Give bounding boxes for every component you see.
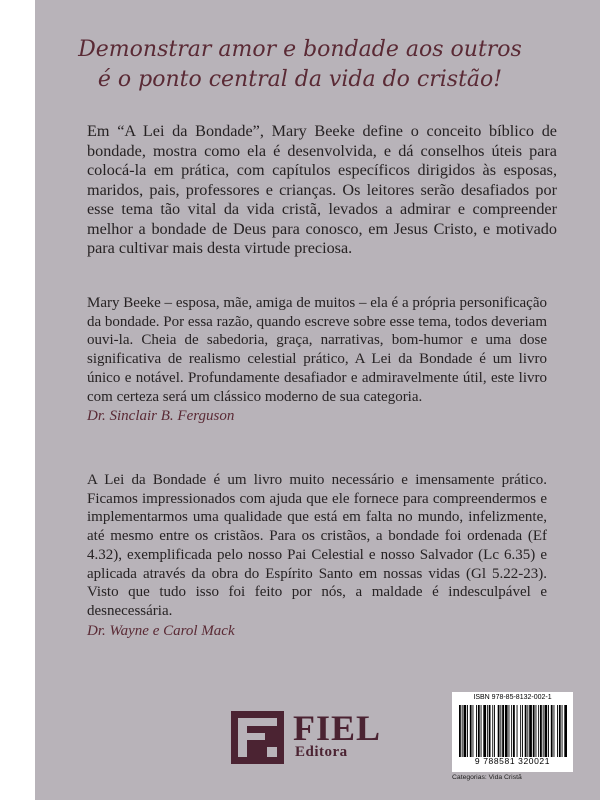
tagline-line-2: é o ponto central da vida do cristão!	[97, 67, 503, 92]
barcode-digits: 9 788581 320021	[474, 756, 551, 766]
endorsement-1	[87, 294, 547, 426]
endorsement-2	[87, 471, 547, 640]
publisher-name: FIEL	[293, 708, 382, 748]
tagline-line-1: Demonstrar amor e bondade aos outros	[78, 37, 522, 62]
page-margin	[0, 0, 35, 800]
category-label: Categorias: Vida Cristã	[452, 774, 522, 781]
endorsement-author: Dr. Wayne e Carol Mack	[87, 622, 235, 639]
fiel-logo-icon	[231, 711, 284, 764]
barcode	[452, 692, 573, 772]
endorsement-text: Mary Beeke – esposa, mãe, amiga de muitos – ela é a própria personificação da bondade. Por essa razão, quando escreve sobre esse tema, todos deveriam ouvi-la. Cheia de sabedoria, graça, narrativas, bom-humor e uma dose significativa de realismo celestial prático, A Lei da Bondade é um livro único e notável. Profundamente desafiador e admiravelmente útil, este livro com certeza será um clássico moderno de sua categoria.	[87, 295, 547, 405]
isbn-label: ISBN 978-85-8132-002-1	[473, 694, 552, 701]
endorsement-text: A Lei da Bondade é um livro muito necessário e imensamente prático. Ficamos impressionados com ajuda que ele fornece para compreendermos e implementarmos uma qualidade que está em falta no mundo, infelizmente, até mesmo entre os cristãos. Para os cristãos, a bondade foi ordenada (Ef 4.32), exemplificada pelo nosso Pai Celestial e nosso Salvador (Lc 6.35) e aplicada através da obra do Espírito Santo em nossas vidas (Gl 5.22-23). Visto que tudo isso foi feito por nós, a maldade é indesculpável e desnecessária.	[87, 472, 547, 619]
endorsement-author: Dr. Sinclair B. Ferguson	[87, 408, 235, 425]
publisher-subtitle: Editora	[295, 744, 348, 760]
barcode-bars	[459, 705, 567, 757]
publisher-logo	[231, 708, 391, 776]
book-description: Em “A Lei da Bondade”, Mary Beeke define o conceito bíblico de bondade, mostra como ela é desenvolvida, e dá conselhos úteis para colocá-la em prática, com capítulos específicos dirigidos às esposas, maridos, pais, professores e crianças. Os leitores serão desafiados por esse tema tão vital da vida cristã, levados a admirar e compreender melhor a bondade de Deus para conosco, em Jesus Cristo, e motivado para cultivar mais desta virtude preciosa.	[87, 122, 557, 257]
